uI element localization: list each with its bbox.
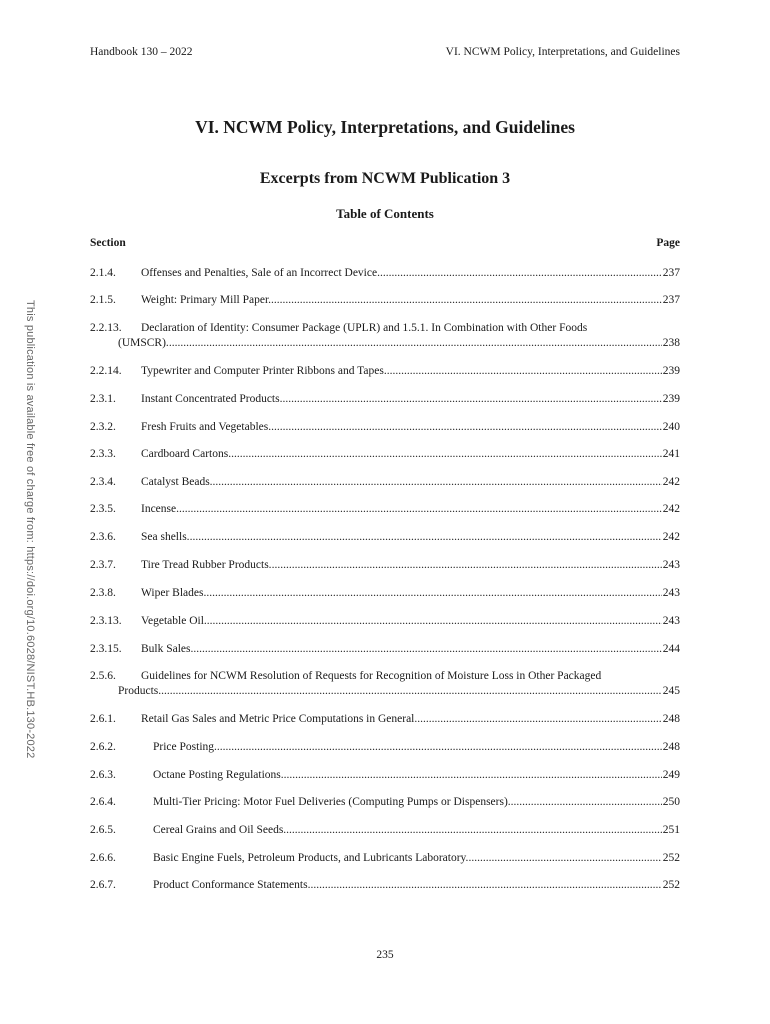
toc-entry-page: 248: [662, 741, 680, 753]
toc-entry-number: 2.3.5.: [90, 503, 116, 515]
toc-entry-page: 245: [662, 685, 680, 697]
toc-entry[interactable]: [90, 447, 680, 462]
toc-entry[interactable]: [90, 321, 680, 351]
toc-entry-title: Cardboard Cartons.: [141, 448, 232, 460]
leader-dots: [217, 740, 662, 755]
toc-entry-number: 2.6.2.: [90, 741, 116, 753]
toc-entry-number: 2.3.13.: [90, 615, 122, 627]
toc-entry-number: 2.6.1.: [90, 713, 116, 725]
toc-entry-number: 2.1.5.: [90, 294, 116, 306]
toc-entry-title: Sea shells.: [141, 531, 190, 543]
toc-entry-title: Cereal Grains and Oil Seeds.: [153, 824, 287, 836]
toc-entry-title: Multi-Tier Pricing: Motor Fuel Deliveries (Computing Pumps or Dispensers).: [153, 796, 511, 808]
toc-entry-page: 243: [662, 559, 680, 571]
toc-entry[interactable]: [90, 502, 680, 517]
toc-entry-title-continued: (UMSCR).: [118, 337, 169, 349]
toc-entry-title: Typewriter and Computer Printer Ribbons and Tapes.: [141, 365, 387, 377]
toc-entry-number: 2.3.15.: [90, 643, 122, 655]
toc-entry-number: 2.3.7.: [90, 559, 116, 571]
toc-entry-title: Declaration of Identity: Consumer Package (UPLR) and 1.5.1. In Combination with Other Foods: [141, 322, 588, 334]
toc-entry-page: 252: [662, 852, 680, 864]
toc-entry-number: 2.6.5.: [90, 824, 116, 836]
page-number: 235: [376, 949, 394, 961]
leader-dots: [414, 712, 661, 727]
leader-dots: [310, 878, 661, 893]
toc-entry-page: 241: [662, 448, 680, 460]
toc-entry[interactable]: [90, 266, 680, 281]
leader-dots: [213, 475, 662, 490]
toc-entry-number: 2.5.6.: [90, 670, 116, 682]
toc-entry-title: Product Conformance Statements.: [153, 879, 311, 891]
leader-dots: [161, 684, 662, 699]
toc-entry-number: 2.3.3.: [90, 448, 116, 460]
toc-entry-number: 2.3.8.: [90, 587, 116, 599]
leader-dots: [169, 336, 662, 351]
header-right: VI. NCWM Policy, Interpretations, and Guidelines: [445, 46, 680, 58]
toc-entry-number: 2.6.4.: [90, 796, 116, 808]
toc-entry[interactable]: [90, 586, 680, 601]
toc-entry-title: Fresh Fruits and Vegetables.: [141, 421, 272, 433]
leader-dots: [387, 364, 662, 379]
toc-entry-page: 249: [662, 769, 680, 781]
toc-entry-page: 242: [662, 503, 680, 515]
leader-dots: [271, 420, 662, 435]
toc-entry-page: 250: [662, 796, 680, 808]
toc-entry-page: 240: [662, 421, 680, 433]
toc-entry-page: 237: [662, 294, 680, 306]
toc-entry-title: Incense.: [141, 503, 179, 515]
toc-entry-title: Instant Concentrated Products.: [141, 393, 283, 405]
toc-entry[interactable]: [90, 293, 680, 308]
toc-entry[interactable]: [90, 712, 680, 727]
toc-entry-number: 2.1.4.: [90, 267, 116, 279]
toc-entry-page: 248: [662, 713, 680, 725]
toc-entry[interactable]: [90, 740, 680, 755]
toc-entry-title: Tire Tread Rubber Products.: [141, 559, 272, 571]
toc-heading: Table of Contents: [336, 206, 434, 221]
toc-entry-title: Vegetable Oil.: [141, 615, 207, 627]
toc-entry-title: Offenses and Penalties, Sale of an Incorrect Device.: [141, 267, 380, 279]
toc-entry-number: 2.6.6.: [90, 852, 116, 864]
toc-entry[interactable]: [90, 878, 680, 893]
header-left: Handbook 130 – 2022: [90, 46, 193, 58]
doi-side-note: This publication is available free of charge from: https://doi.org/10.6028/NIST.HB.130-2022: [24, 300, 36, 759]
leader-dots: [207, 614, 662, 629]
toc-entry[interactable]: [90, 768, 680, 783]
leader-dots: [193, 642, 661, 657]
toc-entry-page: 243: [662, 615, 680, 627]
leader-dots: [179, 502, 662, 517]
toc-entry[interactable]: [90, 475, 680, 490]
toc-entry-page: 252: [662, 879, 680, 891]
leader-dots: [231, 447, 662, 462]
toc-entry-title-continued: Products.: [118, 685, 162, 697]
toc-entry-number: 2.2.13.: [90, 322, 122, 334]
toc-entry[interactable]: [90, 420, 680, 435]
toc-entry-number: 2.3.4.: [90, 476, 116, 488]
section-subtitle: Excerpts from NCWM Publication 3: [259, 170, 511, 187]
leader-dots: [511, 795, 662, 810]
toc-entry-page: 239: [662, 393, 680, 405]
leader-dots: [271, 293, 662, 308]
toc-entry[interactable]: [90, 795, 680, 810]
toc-entry-page: 239: [662, 365, 680, 377]
toc-entry-number: 2.2.14.: [90, 365, 122, 377]
section-column-label: Section: [90, 237, 126, 249]
toc-entry-title: Guidelines for NCWM Resolution of Requests for Recognition of Moisture Loss in Other Packaged: [141, 670, 602, 682]
chapter-title: VI. NCWM Policy, Interpretations, and Guidelines: [195, 117, 575, 137]
toc-entry[interactable]: [90, 530, 680, 545]
leader-dots: [206, 586, 661, 601]
leader-dots: [286, 823, 662, 838]
toc-column-headers: [90, 237, 680, 249]
page-column-label: Page: [656, 237, 680, 249]
toc-entry[interactable]: [90, 669, 680, 699]
leader-dots: [380, 266, 662, 281]
leader-dots: [190, 530, 662, 545]
toc-entry[interactable]: [90, 823, 680, 838]
toc-entry-number: 2.6.7.: [90, 879, 116, 891]
toc-entry-page: 242: [662, 476, 680, 488]
leader-dots: [272, 558, 662, 573]
toc-entry-title: Wiper Blades.: [141, 587, 207, 599]
toc-entry[interactable]: [90, 851, 680, 866]
toc-entry[interactable]: [90, 392, 680, 407]
toc-entry-title: Catalyst Beads.: [141, 476, 213, 488]
toc-entry-number: 2.3.2.: [90, 421, 116, 433]
toc-entry[interactable]: [90, 642, 680, 657]
toc-entry-page: 238: [662, 337, 680, 349]
toc-entry-title: Retail Gas Sales and Metric Price Computations in General: [141, 713, 415, 725]
leader-dots: [468, 851, 661, 866]
toc-entry-title: Octane Posting Regulations.: [153, 769, 284, 781]
leader-dots: [282, 392, 661, 407]
toc-entry-page: 237: [662, 267, 680, 279]
toc-entry[interactable]: [90, 614, 680, 629]
toc-entry-title: Bulk Sales.: [141, 643, 194, 655]
toc-entry-page: 251: [662, 824, 680, 836]
toc-entry-number: 2.3.6.: [90, 531, 116, 543]
toc-entry[interactable]: [90, 364, 680, 379]
toc-entry-page: 243: [662, 587, 680, 599]
toc-entry-title: Weight: Primary Mill Paper.: [141, 294, 272, 306]
running-header: [90, 46, 680, 58]
toc-entry-page: 244: [662, 643, 680, 655]
toc-entry-title: Basic Engine Fuels, Petroleum Products, and Lubricants Laboratory.: [153, 852, 469, 864]
leader-dots: [284, 768, 662, 783]
toc-entry-title: Price Posting.: [153, 741, 217, 753]
toc-entry-page: 242: [662, 531, 680, 543]
toc-entry-number: 2.3.1.: [90, 393, 116, 405]
toc-entry[interactable]: [90, 558, 680, 573]
toc-entry-number: 2.6.3.: [90, 769, 116, 781]
